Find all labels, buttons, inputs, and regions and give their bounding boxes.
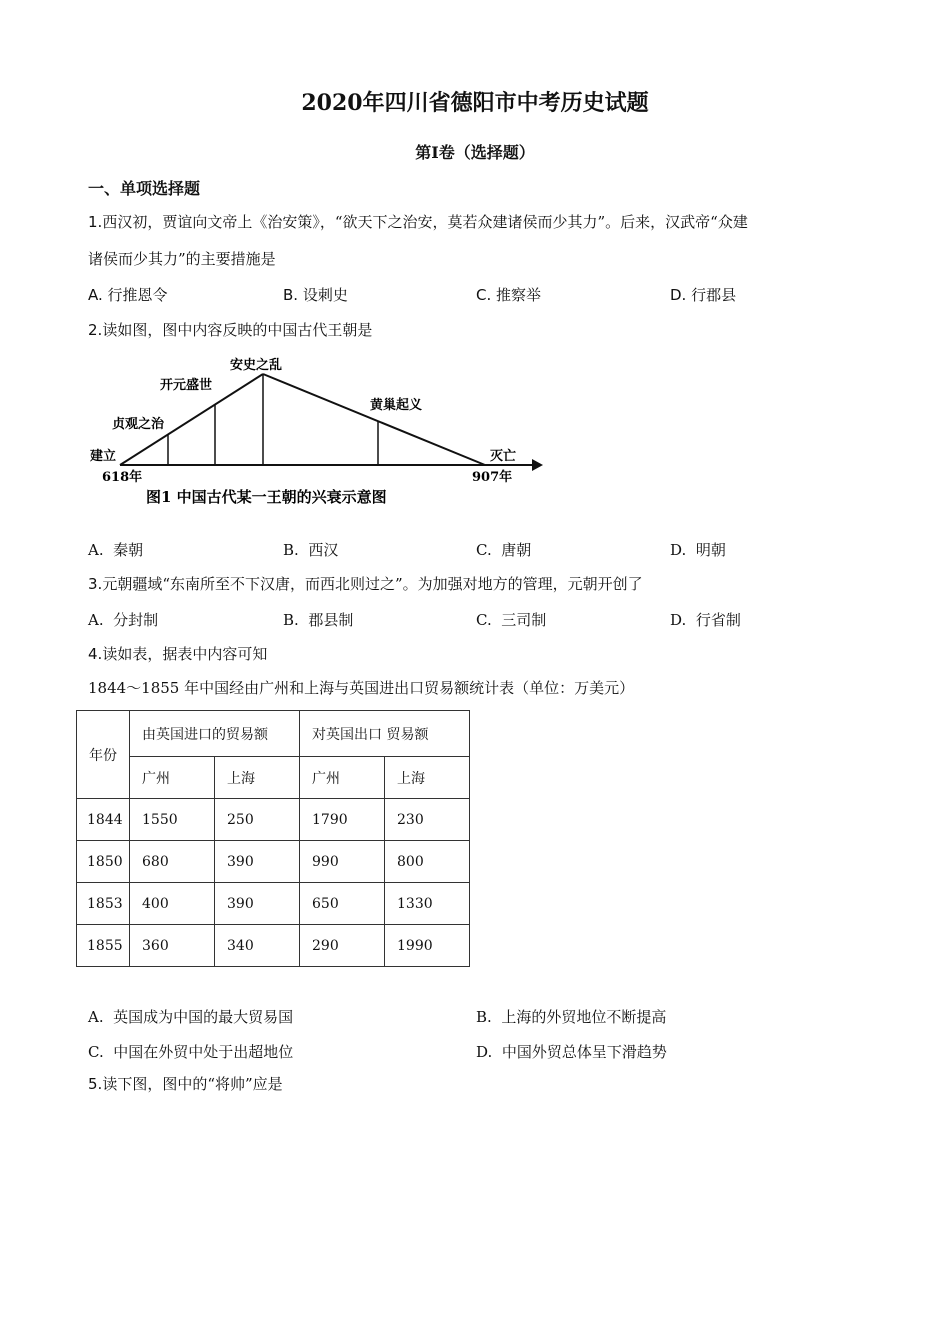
end-year: 907年 bbox=[472, 470, 513, 485]
question-number: 2. bbox=[88, 321, 103, 339]
option-label: B. bbox=[283, 286, 299, 304]
q1-option-d[interactable] bbox=[670, 284, 736, 305]
question-text: 读下图，图中的“将帅”应是 bbox=[102, 1075, 283, 1093]
option-label: D. bbox=[476, 1043, 493, 1061]
question-text: 读如表，据表中内容可知 bbox=[102, 645, 268, 663]
option-text: 秦朝 bbox=[113, 541, 144, 559]
table-row bbox=[77, 883, 470, 925]
table-cell: 1850 bbox=[77, 841, 130, 883]
figure-caption: 图1 中国古代某一王朝的兴衰示意图 bbox=[146, 488, 387, 506]
option-label: C. bbox=[476, 541, 492, 559]
subheader-cell: 上海 bbox=[385, 757, 470, 799]
table-cell: 340 bbox=[215, 925, 300, 967]
table-cell: 400 bbox=[130, 883, 215, 925]
question-number: 5. bbox=[88, 1075, 103, 1093]
option-text: 分封制 bbox=[113, 611, 159, 629]
table-row bbox=[77, 841, 470, 883]
option-text: 上海的外贸地位不断提高 bbox=[501, 1008, 667, 1026]
question-3 bbox=[88, 566, 643, 602]
event-label: 开元盛世 bbox=[160, 378, 213, 393]
table-subheader-row bbox=[77, 757, 470, 799]
table-cell: 1790 bbox=[300, 799, 385, 841]
table-cell: 1550 bbox=[130, 799, 215, 841]
table-row bbox=[77, 925, 470, 967]
table-cell: 1853 bbox=[77, 883, 130, 925]
q3-option-b[interactable] bbox=[283, 609, 353, 630]
question-2 bbox=[88, 312, 372, 348]
table-cell: 1330 bbox=[385, 883, 470, 925]
question-number: 1. bbox=[88, 213, 103, 231]
table-header-row bbox=[77, 711, 470, 757]
question-1 bbox=[88, 204, 748, 240]
option-label: D. bbox=[670, 611, 687, 629]
decline-line bbox=[263, 374, 485, 465]
event-label: 贞观之治 bbox=[112, 417, 165, 432]
q1-option-b[interactable] bbox=[283, 284, 348, 305]
option-label: A. bbox=[88, 611, 104, 629]
option-text: 三司制 bbox=[501, 611, 547, 629]
table-cell: 390 bbox=[215, 883, 300, 925]
question-text: 元朝疆域“东南所至不下汉唐，而西北则过之”。为加强对地方的管理，元朝开创了 bbox=[102, 575, 643, 593]
table-cell: 800 bbox=[385, 841, 470, 883]
option-label: C. bbox=[88, 1043, 104, 1061]
option-label: D. bbox=[670, 541, 687, 559]
option-label: A. bbox=[88, 286, 103, 304]
table-cell: 290 bbox=[300, 925, 385, 967]
start-year: 618年 bbox=[102, 470, 143, 485]
question-5 bbox=[88, 1066, 283, 1102]
option-text: 中国在外贸中处于出超地位 bbox=[113, 1043, 294, 1061]
option-label: C. bbox=[476, 286, 492, 304]
year-header: 年份 bbox=[77, 711, 130, 799]
q4-option-a[interactable] bbox=[88, 1006, 293, 1027]
option-label: C. bbox=[476, 611, 492, 629]
table-cell: 250 bbox=[215, 799, 300, 841]
table-cell: 390 bbox=[215, 841, 300, 883]
import-header: 由英国进口的贸易额 bbox=[130, 711, 300, 757]
volume-title: 第Ⅰ卷（选择题） bbox=[415, 143, 535, 162]
dynasty-rise-fall-diagram bbox=[80, 350, 560, 515]
page-title: 2020年四川省德阳市中考历史试题 bbox=[301, 90, 649, 116]
table-cell: 1855 bbox=[77, 925, 130, 967]
option-text: 行推恩令 bbox=[102, 286, 168, 304]
option-label: A. bbox=[88, 541, 104, 559]
option-label: B. bbox=[283, 611, 299, 629]
q3-option-a[interactable] bbox=[88, 609, 158, 630]
subheader-cell: 广州 bbox=[300, 757, 385, 799]
option-text: 行省制 bbox=[695, 611, 741, 629]
table-cell: 1844 bbox=[77, 799, 130, 841]
question-number: 3. bbox=[88, 575, 103, 593]
table-cell: 650 bbox=[300, 883, 385, 925]
table-cell: 1990 bbox=[385, 925, 470, 967]
option-text: 推察举 bbox=[491, 286, 542, 304]
option-text: 行郡县 bbox=[686, 286, 737, 304]
q2-option-d[interactable] bbox=[670, 539, 726, 560]
q1-option-a[interactable] bbox=[88, 284, 168, 305]
option-text: 西汉 bbox=[308, 541, 339, 559]
q2-option-a[interactable] bbox=[88, 539, 143, 560]
q4-option-d[interactable] bbox=[476, 1041, 667, 1062]
option-label: B. bbox=[476, 1008, 492, 1026]
q3-option-d[interactable] bbox=[670, 609, 741, 630]
table-caption: 1844～1855 年中国经由广州和上海与英国进出口贸易额统计表（单位：万美元） bbox=[88, 679, 635, 697]
table-cell: 680 bbox=[130, 841, 215, 883]
table-row bbox=[77, 799, 470, 841]
question-text: 读如图，图中内容反映的中国古代王朝是 bbox=[102, 321, 373, 339]
table-cell: 360 bbox=[130, 925, 215, 967]
q4-option-c[interactable] bbox=[88, 1041, 293, 1062]
question-1-continued: 诸侯而少其力”的主要措施是 bbox=[88, 250, 276, 268]
start-label: 建立 bbox=[90, 449, 117, 464]
option-text: 中国外贸总体呈下滑趋势 bbox=[501, 1043, 667, 1061]
option-text: 英国成为中国的最大贸易国 bbox=[113, 1008, 294, 1026]
arrow-icon bbox=[532, 459, 543, 471]
export-header: 对英国出口 贸易额 bbox=[300, 711, 470, 757]
q2-option-b[interactable] bbox=[283, 539, 338, 560]
option-label: A. bbox=[88, 1008, 104, 1026]
q1-option-c[interactable] bbox=[476, 284, 541, 305]
section-title: 一、单项选择题 bbox=[88, 179, 201, 198]
subheader-cell: 上海 bbox=[215, 757, 300, 799]
option-text: 设刺史 bbox=[298, 286, 348, 304]
event-label: 黄巢起义 bbox=[370, 398, 423, 413]
option-label: D. bbox=[670, 286, 687, 304]
table-cell: 230 bbox=[385, 799, 470, 841]
q2-option-c[interactable] bbox=[476, 539, 531, 560]
question-4 bbox=[88, 636, 267, 672]
event-label: 安史之乱 bbox=[230, 358, 283, 373]
option-text: 明朝 bbox=[695, 541, 726, 559]
trade-table bbox=[76, 710, 470, 967]
option-text: 唐朝 bbox=[501, 541, 532, 559]
option-label: B. bbox=[283, 541, 299, 559]
end-label: 灭亡 bbox=[490, 449, 517, 464]
q3-option-c[interactable] bbox=[476, 609, 546, 630]
option-text: 郡县制 bbox=[308, 611, 354, 629]
question-number: 4. bbox=[88, 645, 103, 663]
table-cell: 990 bbox=[300, 841, 385, 883]
subheader-cell: 广州 bbox=[130, 757, 215, 799]
q4-option-b[interactable] bbox=[476, 1006, 666, 1027]
question-text: 西汉初，贾谊向文帝上《治安策》，“欲天下之治安，莫若众建诸侯而少其力”。后来，汉武帝“众建 bbox=[102, 213, 748, 231]
